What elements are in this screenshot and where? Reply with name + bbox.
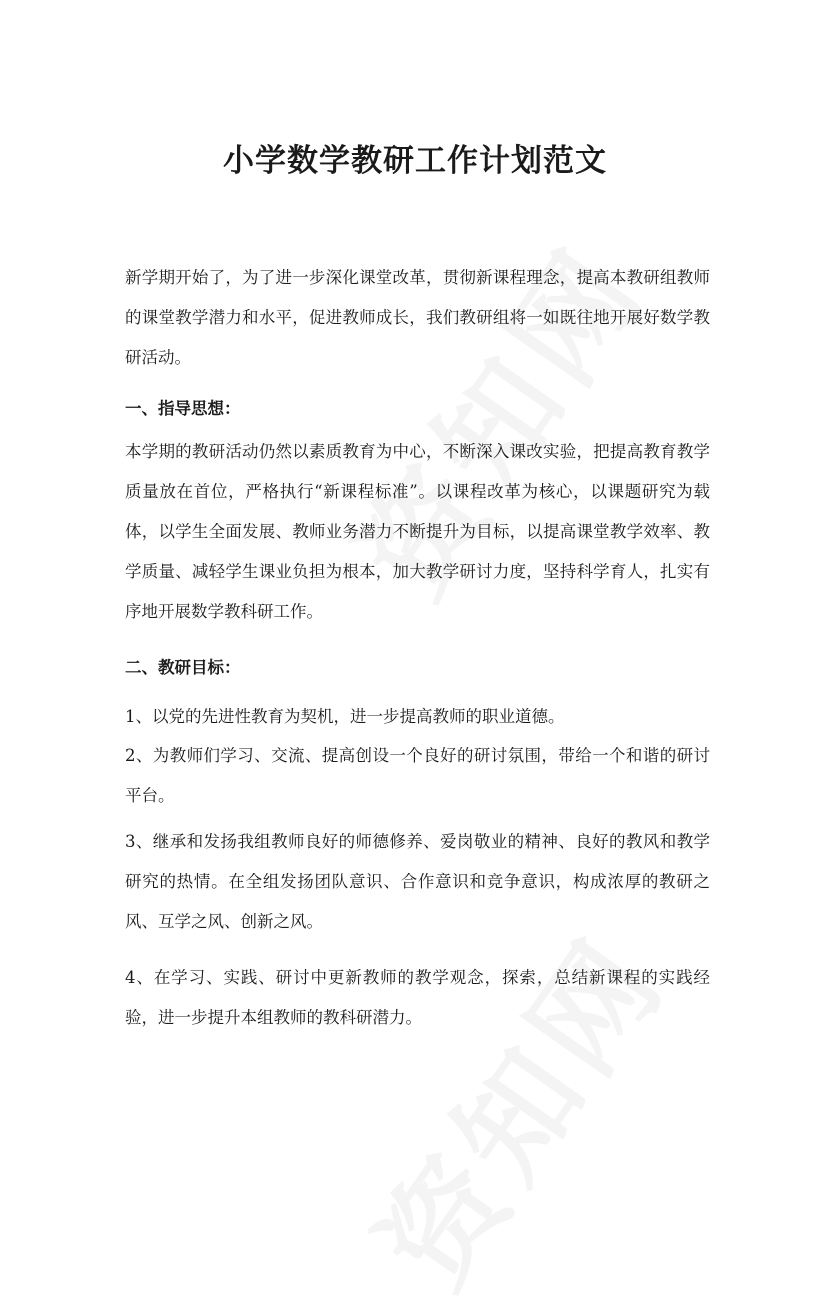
goal-1-text: 1、以党的先进性教育为契机，进一步提高教师的职业道德。 <box>125 707 565 726</box>
goal-item <box>125 697 710 737</box>
intro-text: 新学期开始了，为了进一步深化课堂改革，贯彻新课程理念，提高本教研组教师的课堂教学潜力和水平，促进教师成长，我们教研组将一如既往地开展好数学教研活动。 <box>125 268 710 367</box>
section-1-text: 本学期的教研活动仍然以素质教育为中心，不断深入课改实验，把提高教育教学质量放在首位，严格执行“新课程标准”。以课程改革为核心，以课题研究为载体，以学生全面发展、教师业务潜力不断提升为目标，以提高课堂教学效率、教学质量、减轻学生课业负担为根本，加大教学研讨力度，坚持科学育人，扎实有序地开展数学教科研工作。 <box>125 442 710 621</box>
goal-3-text: 3、继承和发扬我组教师良好的师德修养、爱岗敬业的精神、良好的教风和教学研究的热情。在全组发扬团队意识、合作意识和竞争意识，构成浓厚的教研之风、互学之风、创新之风。 <box>125 832 710 931</box>
section-1-heading: 一、指导思想： <box>125 399 241 418</box>
intro-paragraph <box>125 258 710 378</box>
goal-item <box>125 822 710 942</box>
section-heading-research-goals <box>125 648 710 688</box>
section-2-heading: 二、教研目标： <box>125 658 241 677</box>
section-1-paragraph <box>125 432 710 632</box>
goal-item <box>125 736 710 816</box>
document-title: 小学数学教研工作计划范文 <box>223 143 607 179</box>
goal-item <box>125 958 710 1038</box>
goal-4-text: 4、在学习、实践、研讨中更新教师的教学观念，探索，总结新课程的实践经验，进一步提升本组教师的教科研潜力。 <box>125 968 710 1027</box>
goal-2-text: 2、为教师们学习、交流、提高创设一个良好的研讨氛围，带给一个和谐的研讨平台。 <box>125 746 710 805</box>
section-heading-guiding-ideology <box>125 389 710 429</box>
